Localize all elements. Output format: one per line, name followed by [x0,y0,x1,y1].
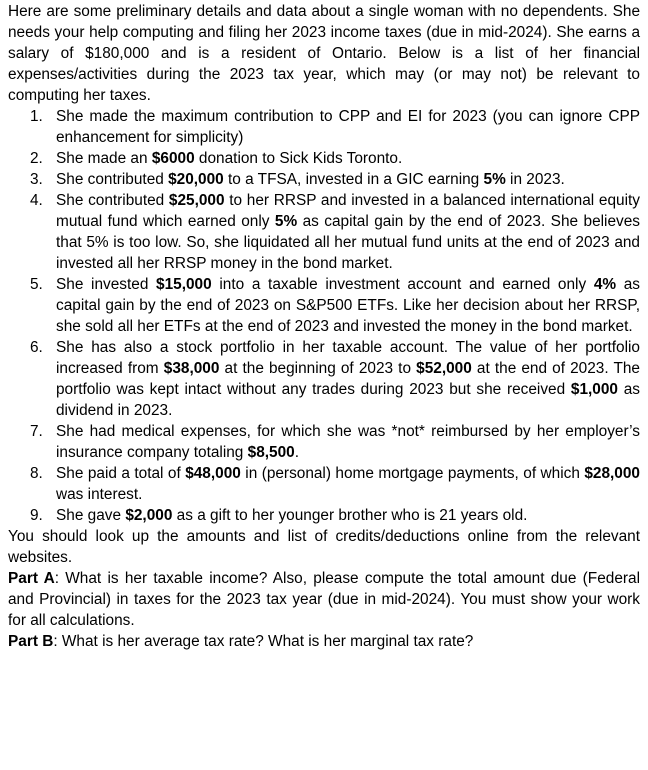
item-number: 5. [30,276,43,293]
item-number: 9. [30,507,43,524]
part-a-text: : What is her taxable income? Also, please compute the total amount due (Federal and Provincial) in taxes for the 2023 tax year (due in mid-2024). You must show your work for all calculations. [8,570,640,629]
list-item: 9. She gave $2,000 as a gift to her younger brother who is 21 years old. [30,507,528,524]
list-item: 4. She contributed $25,000 to her RRSP and invested in a balanced international equity mutual fund which earned only 5% as capital gain by the end of 2023. She believes that 5% is too low. So, she liquidated all her mutual fund units at the end of 2023 and invested all her RRSP money in the bond market. [30,192,640,272]
item-number: 6. [30,339,43,356]
item-number: 1. [30,108,43,125]
list-item: 1. She made the maximum contribution to CPP and EI for 2023 (you can ignore CPP enhancement for simplicity) [30,108,640,146]
list-item: 3. She contributed $20,000 to a TFSA, invested in a GIC earning 5% in 2023. [30,171,565,188]
list-item: 8. She paid a total of $48,000 in (personal) home mortgage payments, of which $28,000 was interest. [30,465,640,503]
list-item: 7. She had medical expenses, for which she was *not* reimbursed by her employer’s insurance company totaling $8,500. [30,423,640,461]
list-item: 6. She has also a stock portfolio in her taxable account. The value of her portfolio increased from $38,000 at the beginning of 2023 to $52,000 at the end of 2023. The portfolio was kept intact without any trades during 2023 but she received $1,000 as dividend in 2023. [30,339,641,419]
list-item: 2. She made an $6000 donation to Sick Kids Toronto. [30,150,403,167]
part-b-text: : What is her average tax rate? What is her marginal tax rate? [53,633,474,650]
part-a-question [8,568,640,631]
item-number: 3. [30,171,43,188]
item-number: 4. [30,192,43,209]
item-number: 7. [30,423,43,440]
item-number: 2. [30,150,43,167]
list-item: 5. She invested $15,000 into a taxable investment account and earned only 4% as capital gain by the end of 2023 on S&P500 ETFs. Like her decision about her RRSP, she sold all her ETFs at the end of 2023 and invested the money in the bond market. [30,276,640,335]
activity-list [8,106,640,526]
intro-paragraph: Here are some preliminary details and data about a single woman with no dependents. She needs your help computing and filing her 2023 income taxes (due in mid-2024). She earns a salary of $180,000 and is a resident of Ontario. Below is a list of her financial expenses/activities during the 2023 tax year, which may (or may not) be relevant to computing her taxes. [8,3,640,104]
part-a-label: Part A [8,570,55,587]
lookup-note: You should look up the amounts and list of credits/deductions online from the relevant websites. [8,528,640,566]
part-b-question [8,631,640,652]
item-number: 8. [30,465,43,482]
part-b-label: Part B [8,633,54,650]
